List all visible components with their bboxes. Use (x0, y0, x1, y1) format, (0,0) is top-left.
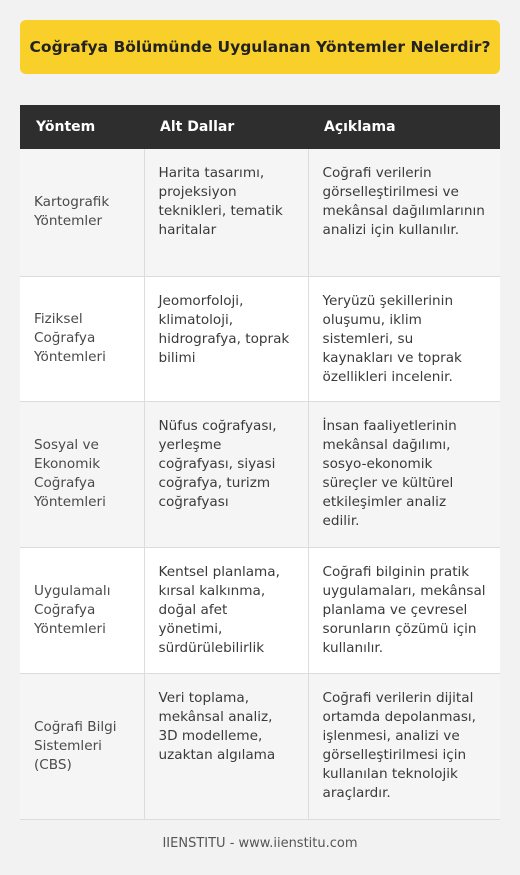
description-cell: Yeryüzü şekillerinin oluşumu, iklim sistemleri, su kaynakları ve toprak özellikleri incelenir. (308, 276, 500, 401)
method-cell: Uygulamalı Coğrafya Yöntemleri (20, 547, 144, 673)
table-header-row (20, 105, 500, 149)
table-row (20, 547, 500, 673)
method-cell: Kartografik Yöntemler (20, 149, 144, 276)
header-description: Açıklama (308, 105, 500, 149)
page-title: Coğrafya Bölümünde Uygulanan Yöntemler Nelerdir? (29, 38, 491, 56)
header-branches: Alt Dallar (144, 105, 308, 149)
table-row (20, 673, 500, 819)
branches-cell: Veri toplama, mekânsal analiz, 3D modelleme, uzaktan algılama (144, 673, 308, 819)
method-cell: Coğrafi Bilgi Sistemleri (CBS) (20, 673, 144, 819)
description-cell: Coğrafi verilerin dijital ortamda depolanması, işlenmesi, analizi ve görselleştirilmesi için kullanılan teknolojik araçlardır. (308, 673, 500, 819)
branches-cell: Kentsel planlama, kırsal kalkınma, doğal afet yönetimi, sürdürülebilirlik (144, 547, 308, 673)
branches-cell: Jeomorfoloji, klimatoloji, hidrografya, toprak bilimi (144, 276, 308, 401)
methods-table (20, 105, 500, 820)
branches-cell: Harita tasarımı, projeksiyon teknikleri, tematik haritalar (144, 149, 308, 276)
table-row (20, 276, 500, 401)
title-banner (20, 20, 500, 74)
header-method: Yöntem (20, 105, 144, 149)
branches-cell: Nüfus coğrafyası, yerleşme coğrafyası, siyasi coğrafya, turizm coğrafyası (144, 401, 308, 547)
description-cell: Coğrafi verilerin görselleştirilmesi ve mekânsal dağılımlarının analizi için kullanılır. (308, 149, 500, 276)
table-row (20, 149, 500, 276)
description-cell: Coğrafi bilginin pratik uygulamaları, mekânsal planlama ve çevresel sorunların çözümü için kullanılır. (308, 547, 500, 673)
table-row (20, 401, 500, 547)
description-cell: İnsan faaliyetlerinin mekânsal dağılımı, sosyo-ekonomik süreçler ve kültürel etkileşimler analiz edilir. (308, 401, 500, 547)
method-cell: Fiziksel Coğrafya Yöntemleri (20, 276, 144, 401)
method-cell: Sosyal ve Ekonomik Coğrafya Yöntemleri (20, 401, 144, 547)
footer-text: IIENSTITU - www.iienstitu.com (162, 836, 358, 851)
